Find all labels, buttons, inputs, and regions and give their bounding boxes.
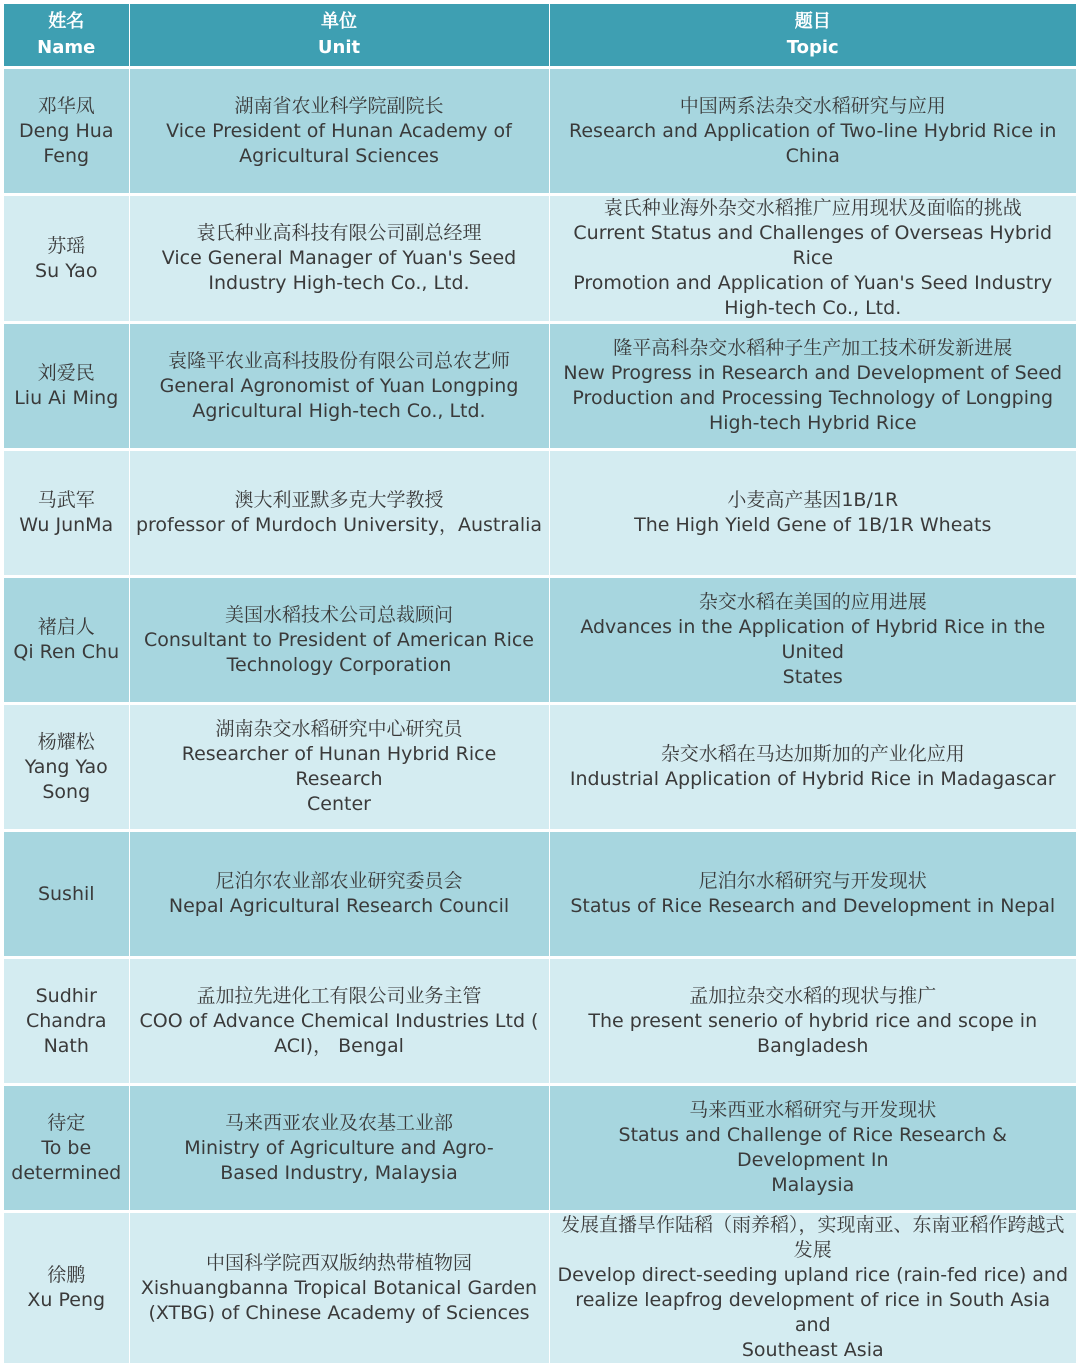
unit-cn: 马来西亚农业及农基工业部 <box>136 1111 543 1136</box>
unit-cn: 湖南省农业科学院副院长 <box>136 94 543 119</box>
header-topic-cn: 题目 <box>550 9 1077 35</box>
unit-cn: 袁隆平农业高科技股份有限公司总农艺师 <box>136 349 543 374</box>
table-row <box>4 704 1076 831</box>
name-en: Sudhir Chandra Nath <box>10 984 123 1059</box>
topic-cn: 隆平高科杂交水稻种子生产加工技术研发新进展 <box>556 336 1071 361</box>
unit-cell <box>129 704 549 831</box>
name-cell <box>4 958 129 1085</box>
unit-cn: 湖南杂交水稻研究中心研究员 <box>136 717 543 742</box>
header-name-cn: 姓名 <box>4 9 129 35</box>
unit-en: Vice President of Hunan Academy of Agricultural Sciences <box>136 119 543 169</box>
name-cell <box>4 577 129 704</box>
topic-en: Industrial Application of Hybrid Rice in Madagascar <box>556 767 1071 792</box>
unit-en: Ministry of Agriculture and Agro- Based Industry, Malaysia <box>136 1136 543 1186</box>
table-row <box>4 68 1076 195</box>
unit-en: Vice General Manager of Yuan's Seed Industry High-tech Co., Ltd. <box>136 246 543 296</box>
name-cn: 待定 <box>10 1111 123 1136</box>
unit-cell <box>129 958 549 1085</box>
topic-cn: 杂交水稻在美国的应用进展 <box>556 590 1071 615</box>
name-en: Liu Ai Ming <box>10 386 123 411</box>
name-cell <box>4 323 129 450</box>
header-unit-cn: 单位 <box>130 9 549 35</box>
topic-en: Develop direct-seeding upland rice (rain-fed rice) and realize leapfrog development of rice in South Asia and Southeast Asia <box>556 1263 1071 1363</box>
unit-cell <box>129 1212 549 1363</box>
table-header <box>4 4 1076 68</box>
name-cell <box>4 1085 129 1212</box>
table-row <box>4 195 1076 323</box>
name-en: Su Yao <box>10 259 123 284</box>
table-row <box>4 450 1076 577</box>
name-cn: 徐鹏 <box>10 1263 123 1288</box>
name-en: To be determined <box>10 1136 123 1186</box>
name-en: Wu JunMa <box>10 513 123 538</box>
unit-cn: 澳大利亚默多克大学教授 <box>136 488 543 513</box>
table-body <box>4 68 1076 1363</box>
unit-cn: 孟加拉先进化工有限公司业务主管 <box>136 984 543 1009</box>
name-cn: 苏瑶 <box>10 234 123 259</box>
topic-cell <box>549 704 1076 831</box>
unit-en: Researcher of Hunan Hybrid Rice Research Center <box>136 742 543 817</box>
unit-cn: 袁氏种业高科技有限公司副总经理 <box>136 221 543 246</box>
header-unit-en: Unit <box>130 35 549 61</box>
topic-cell <box>549 68 1076 195</box>
topic-en: Advances in the Application of Hybrid Rice in the United States <box>556 615 1071 690</box>
unit-cn: 美国水稻技术公司总裁顾问 <box>136 603 543 628</box>
topic-cn: 尼泊尔水稻研究与开发现状 <box>556 869 1071 894</box>
name-en: Qi Ren Chu <box>10 640 123 665</box>
name-en: Yang Yao Song <box>10 755 123 805</box>
topic-en: Current Status and Challenges of Overseas Hybrid Rice Promotion and Application of Yuan's Seed Industry High-tech Co., Ltd. <box>556 221 1071 321</box>
unit-cell <box>129 1085 549 1212</box>
topic-cn: 杂交水稻在马达加斯加的产业化应用 <box>556 742 1071 767</box>
topic-cn: 马来西亚水稻研究与开发现状 <box>556 1098 1071 1123</box>
table-row <box>4 577 1076 704</box>
unit-en: General Agronomist of Yuan Longping Agricultural High-tech Co., Ltd. <box>136 374 543 424</box>
unit-en: professor of Murdoch University，Australia <box>136 513 543 538</box>
table-row <box>4 323 1076 450</box>
unit-en: Consultant to President of American Rice Technology Corporation <box>136 628 543 678</box>
name-cell <box>4 195 129 323</box>
name-cn: 刘爱民 <box>10 361 123 386</box>
unit-cell <box>129 68 549 195</box>
topic-cn: 中国两系法杂交水稻研究与应用 <box>556 94 1071 119</box>
topic-cell <box>549 577 1076 704</box>
header-topic-en: Topic <box>550 35 1077 61</box>
header-topic <box>549 4 1076 68</box>
name-cn: 马武军 <box>10 488 123 513</box>
name-cell <box>4 1212 129 1363</box>
table-row <box>4 831 1076 958</box>
topic-en: The present senerio of hybrid rice and scope in Bangladesh <box>556 1009 1071 1059</box>
unit-cell <box>129 831 549 958</box>
header-name <box>4 4 129 68</box>
name-cell <box>4 704 129 831</box>
unit-cn: 尼泊尔农业部农业研究委员会 <box>136 869 543 894</box>
topic-cell <box>549 831 1076 958</box>
topic-en: Research and Application of Two-line Hybrid Rice in China <box>556 119 1071 169</box>
topic-cn: 袁氏种业海外杂交水稻推广应用现状及面临的挑战 <box>556 196 1071 221</box>
topic-cell <box>549 1085 1076 1212</box>
topic-cell <box>549 323 1076 450</box>
name-cell <box>4 450 129 577</box>
header-name-en: Name <box>4 35 129 61</box>
table-row <box>4 958 1076 1085</box>
topic-cn: 孟加拉杂交水稻的现状与推广 <box>556 984 1071 1009</box>
topic-en: New Progress in Research and Development of Seed Production and Processing Technology of Longping High-tech Hybrid Rice <box>556 361 1071 436</box>
name-en: Xu Peng <box>10 1288 123 1313</box>
unit-cell <box>129 195 549 323</box>
header-unit <box>129 4 549 68</box>
name-cn: 邓华凤 <box>10 94 123 119</box>
name-cell <box>4 831 129 958</box>
topic-cn: 发展直播旱作陆稻（雨养稻），实现南亚、东南亚稻作跨越式 发展 <box>556 1213 1071 1263</box>
topic-cell <box>549 958 1076 1085</box>
table-row <box>4 1212 1076 1363</box>
table-row <box>4 1085 1076 1212</box>
speaker-table <box>4 4 1076 1363</box>
topic-cell <box>549 450 1076 577</box>
unit-en: Xishuangbanna Tropical Botanical Garden (XTBG) of Chinese Academy of Sciences <box>136 1276 543 1326</box>
topic-cell <box>549 195 1076 323</box>
unit-cn: 中国科学院西双版纳热带植物园 <box>136 1251 543 1276</box>
unit-cell <box>129 577 549 704</box>
name-en: Deng Hua Feng <box>10 119 123 169</box>
name-cn: 褚启人 <box>10 615 123 640</box>
unit-en: Nepal Agricultural Research Council <box>136 894 543 919</box>
topic-en: The High Yield Gene of 1B/1R Wheats <box>556 513 1071 538</box>
topic-cell <box>549 1212 1076 1363</box>
topic-en: Status and Challenge of Rice Research & Development In Malaysia <box>556 1123 1071 1198</box>
unit-cell <box>129 450 549 577</box>
speaker-table-container <box>4 4 1076 1363</box>
unit-en: COO of Advance Chemical Industries Ltd ( ACI)， Bengal <box>136 1009 543 1059</box>
header-row <box>4 4 1076 68</box>
topic-en: Status of Rice Research and Development in Nepal <box>556 894 1071 919</box>
name-cn: 杨耀松 <box>10 730 123 755</box>
unit-cell <box>129 323 549 450</box>
topic-cn: 小麦高产基因1B/1R <box>556 488 1071 513</box>
name-cell <box>4 68 129 195</box>
name-en: Sushil <box>10 882 123 907</box>
